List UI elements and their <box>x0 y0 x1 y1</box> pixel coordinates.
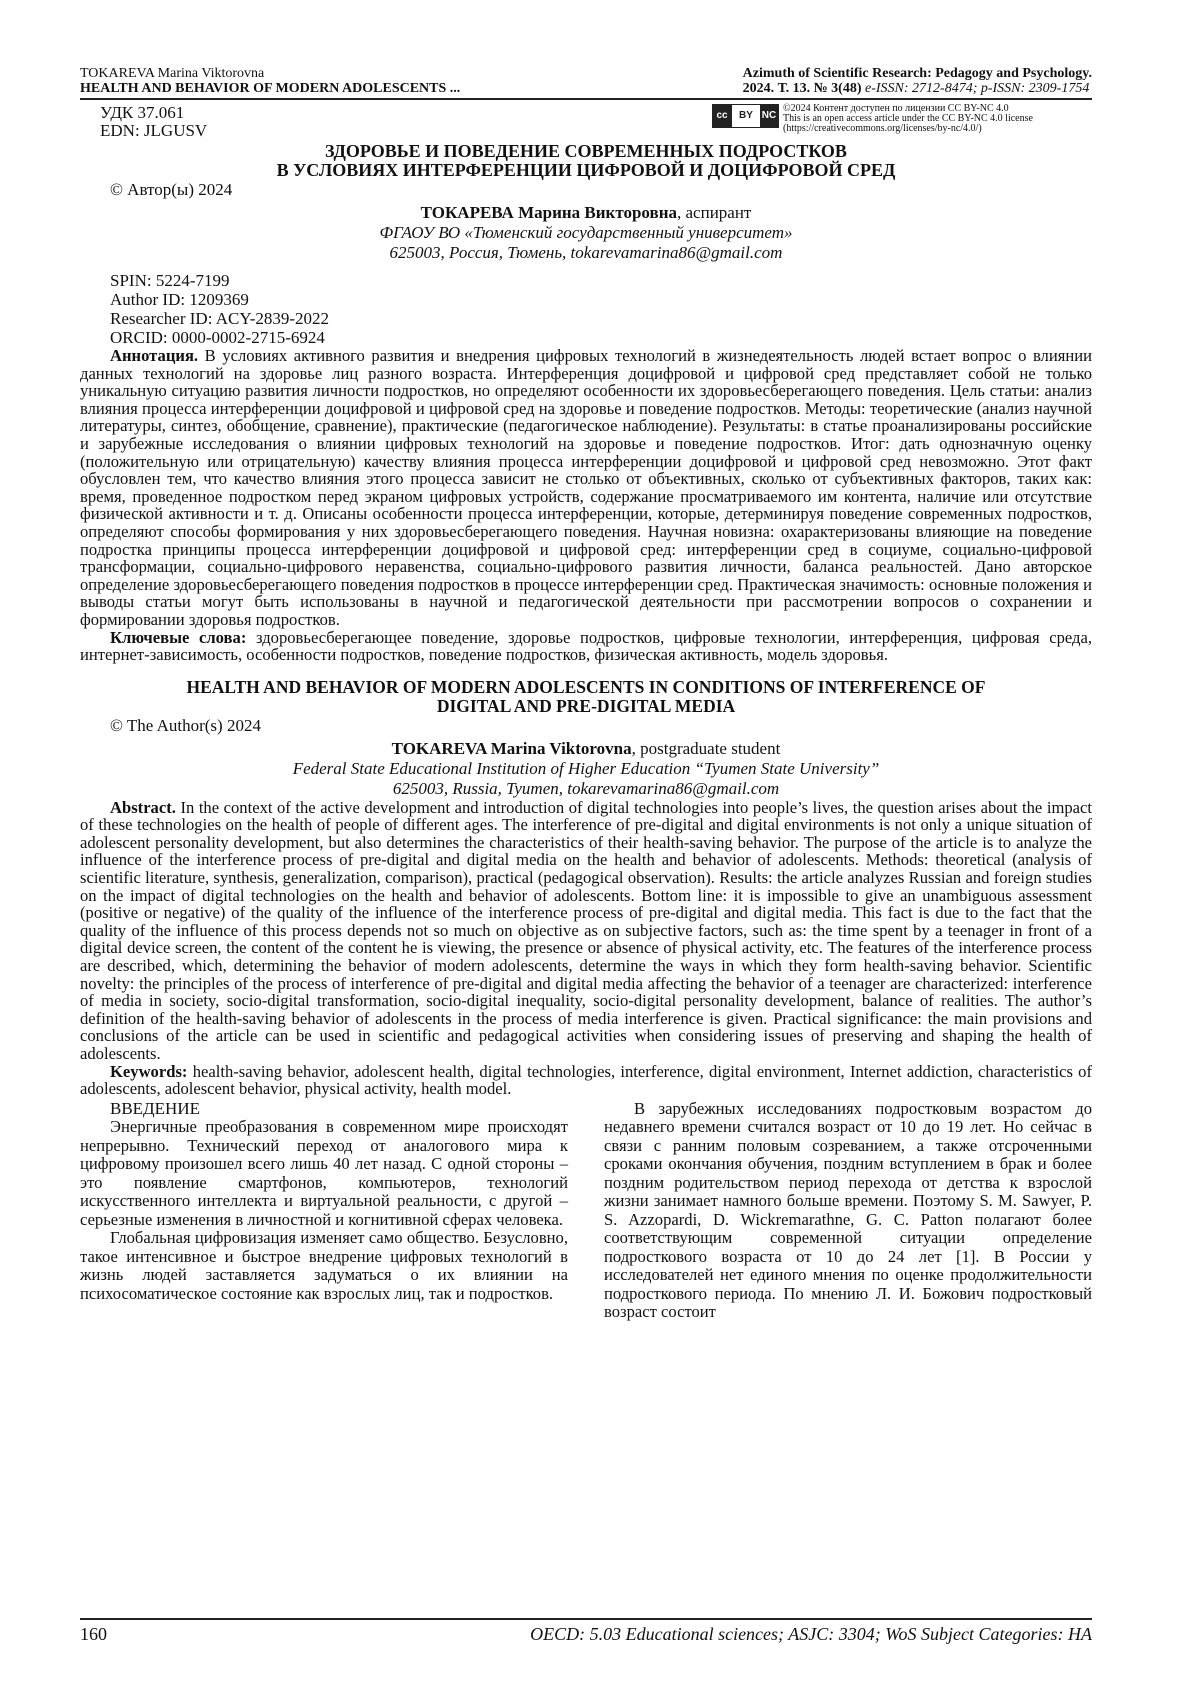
subject-classification: OECD: 5.03 Educational sciences; ASJC: 3304; WoS Subject Categories: HA <box>530 1624 1092 1644</box>
orcid: ORCID: 0000-0002-2715-6924 <box>110 328 325 347</box>
ru-copyright: © Автор(ы) 2024 <box>110 180 233 199</box>
author-id: Author ID: 1209369 <box>110 290 249 309</box>
running-header <box>80 66 1092 96</box>
meta-row <box>80 104 1092 140</box>
identifiers <box>100 104 207 140</box>
article-page <box>80 66 1092 1322</box>
body-paragraph: В зарубежных исследованиях подростковым возрастом до недавнего времени считался возраст от 10 до 19 лет. Но сейчас в связи с ранним половым созреванием, а также отсроченными сроками окончания обучения, поздним вступлением в брак и более поздним родительством период перехода от детства к взрослой жизни занимает намного больше времени. Поэтому S. M. Sawyer, P. S. Azzopardi, D. Wickremarathne, G. C. Patton полагают более соответствующим современной ситуации определение подросткового возраста от 10 до 24 лет [1]. В России у исследователей нет единого мнения по оценке продолжительности подросткового периода. По мнению Л. И. Божович подростковый возраст состоит <box>604 1098 1092 1322</box>
en-author: TOKAREVA Marina Viktorovna, postgraduate student <box>391 738 781 758</box>
cc-license-badge-icon: cc BY NC <box>712 104 779 128</box>
ru-abstract: Аннотация. В условиях активного развития и внедрения цифровых технологий в жизнедеятельность людей встает вопрос о влиянии данных технологий на здоровье лиц разного возраста. Интерференция доцифровой и цифровой сред представляет собой не только уникальную ситуацию развития личности подростков, но определяют особенности их здоровьесберегающего поведения. Цель статьи: анализ влияния процесса интерференции доцифровой и цифровой сред на здоровье и поведение подростков. Методы: теоретические (анализ научной литературы, синтез, обобщение, сравнение), практические (педагогическое наблюдение). Результаты: в статье проанализированы российские и зарубежные исследования о влиянии цифровых технологий на здоровье и поведение подростков. Итог: дать однозначную оценку (положительную или отрицательную) качеству влияния процесса интерференции доцифровой и цифровой сред невозможно. Этот факт обусловлен тем, что качество влияния этого процесса зависит не столько от объективных, сколько от субъективных факторов, таких как: время, проведенное подростком перед экраном цифровых устройств, содержание просматриваемого им контента, наличие или отсутствие физической активности и т. д. Описаны особенности процесса интерференции, которые, детерминируя поведение современных подростков, определяют способы формирования у них здоровьесберегающего поведения. Научная новизна: охарактеризованы влияющие на поведение подростка принципы процесса интерференции доцифровой и цифровой сред: интерференции сред в социуме, социально-цифровой трансформации, социально-цифрового неравенства, социально-цифрового развития личности, баланса реальностей. Дано авторское определение здоровьесберегающего поведения подростков в процессе интерференции сред. Практическая значимость: основные положения и выводы статьи могут быть использованы в научной и педагогической деятельности при рассмотрении вопросов о сохранении и формировании здоровья подростков. <box>80 346 1092 629</box>
body-paragraph: Энергичные преобразования в современном мире происходят непрерывно. Технический переход от аналогового мира к цифровому произошел всего лишь 40 лет назад. С одной стороны – это появление смартфонов, компьютеров, технологий искусственного интеллекта и виртуальной реальности, с другой – серьезные изменения в личностной и когнитивной сферах человека. <box>80 1117 568 1229</box>
ru-affiliation: ФГАОУ ВО «Тюменский государственный университет» 625003, Россия, Тюмень, tokarevamarina86@gmail.com <box>379 223 793 262</box>
license-block <box>712 104 1092 140</box>
en-title: HEALTH AND BEHAVIOR OF MODERN ADOLESCENTS IN CONDITIONS OF INTERFERENCE OF DIGITAL AND PRE-DIGITAL MEDIA <box>186 676 986 716</box>
section-title: ВВЕДЕНИЕ <box>110 1098 200 1118</box>
researcher-id: Researcher ID: ACY-2839-2022 <box>110 309 330 328</box>
journal-issue: 2024. Т. 13. № 3(48) e-ISSN: 2712-8474; p-ISSN: 2309-1754 <box>742 81 1090 96</box>
body-columns <box>80 1100 1092 1322</box>
header-short-title: HEALTH AND BEHAVIOR OF MODERN ADOLESCENTS ... <box>80 81 461 96</box>
udk-code: УДК 37.061 <box>100 103 185 122</box>
page-number: 160 <box>80 1624 107 1644</box>
en-copyright: © The Author(s) 2024 <box>110 715 261 735</box>
body-paragraph: Глобальная цифровизация изменяет само общество. Безусловно, такое интенсивное и быстрое внедрение цифровых технологий в жизнь людей заставляется задуматься о их влиянии на психосоматическое состояние как взрослых лиц, так и подростков. <box>80 1228 568 1303</box>
header-left <box>80 66 460 96</box>
journal-name: Azimuth of Scientific Research: Pedagogy and Psychology. <box>742 66 1092 81</box>
edn-code: EDN: JLGUSV <box>100 121 208 140</box>
ru-keywords: Ключевые слова: здоровьесберегающее поведение, здоровье подростков, цифровые технологии, интерференция, цифровая среда, интернет-зависимость, особенности подростков, поведение подростков, физическая активность, модель здоровья. <box>80 627 1093 665</box>
left-column <box>80 1100 568 1322</box>
footer-divider <box>80 1618 1092 1620</box>
journal-issn: e-ISSN: 2712-8474; p-ISSN: 2309-1754 <box>865 81 1090 96</box>
ru-author: ТОКАРЕВА Марина Викторовна, аспирант <box>420 203 752 222</box>
right-column <box>604 1100 1092 1322</box>
license-link[interactable]: (https://creativecommons.org/licenses/by-nc/4.0/) <box>783 123 982 134</box>
ru-title: ЗДОРОВЬЕ И ПОВЕДЕНИЕ СОВРЕМЕННЫХ ПОДРОСТКОВ В УСЛОВИЯХ ИНТЕРФЕРЕНЦИИ ЦИФРОВОЙ И ДОЦИФРОВОЙ СРЕД <box>276 141 896 180</box>
header-divider <box>80 98 1092 100</box>
header-right <box>743 66 1092 96</box>
en-keywords: Keywords: health-saving behavior, adolescent health, digital technologies, interference, digital environment, Internet addiction, characteristics of adolescents, adolescent behavior, physical activity, health model. <box>80 1061 1092 1099</box>
en-abstract: Abstract. In the context of the active development and introduction of digital technologies into people’s lives, the question arises about the impact of these technologies on the health of people of different ages. The interference of pre-digital and digital environments is not only a unique situation of adolescent personality development, but also determines the characteristics of their health-saving behavior. The purpose of the article is to analyze the influence of the interference process of pre-digital and digital media on the health and behavior of adolescents. Methods: theoretical (analysis of scientific literature, synthesis, generalization, comparison), practical (pedagogical observation). Results: the article analyzes Russian and foreign studies on the impact of digital technologies on the health and behavior of adolescents. Bottom line: it is impossible to give an unambiguous assessment (positive or negative) of the quality of the influence of the interference process of pre-digital and digital media. This fact is due to the fact that the quality of the influence of this process depends not so much on objective as on subjective factors, such as: the time spent by a teenager in front of a digital device screen, the content of the content he is viewing, the presence or absence of physical activity, etc. The features of the interference process are described, which, determining the behavior of modern adolescents, determine the ways in which they form health-saving behavior. Scientific novelty: the principles of the process of interference of pre-digital and digital media affecting the behavior of a teenager are characterized: interference of media in society, socio-digital transformation, socio-digital inequality, socio-digital personality development, balance of realities. The author’s definition of the health-saving behavior of adolescents in the process of media interference is given. Practical significance: the main provisions and conclusions of the article can be used in scientific and pedagogical activities when considering issues of preserving and shaping the health of adolescents. <box>80 797 1092 1063</box>
author-ids <box>110 271 1092 347</box>
page-footer <box>80 1624 1092 1645</box>
license-text: ©2024 Контент доступен по лицензии CC BY-NC 4.0 This is an open access article under the CC BY-NC 4.0 license (https://creativecommons.org/licenses/by-nc/4.0/) <box>783 103 1033 134</box>
en-affiliation: Federal State Educational Institution of Higher Education “Tyumen State University” 625003, Russia, Tyumen, tokarevamarina86@gmail.com <box>292 758 880 798</box>
spin: SPIN: 5224-7199 <box>110 271 230 290</box>
header-author: TOKAREVA Marina Viktorovna <box>80 66 265 81</box>
